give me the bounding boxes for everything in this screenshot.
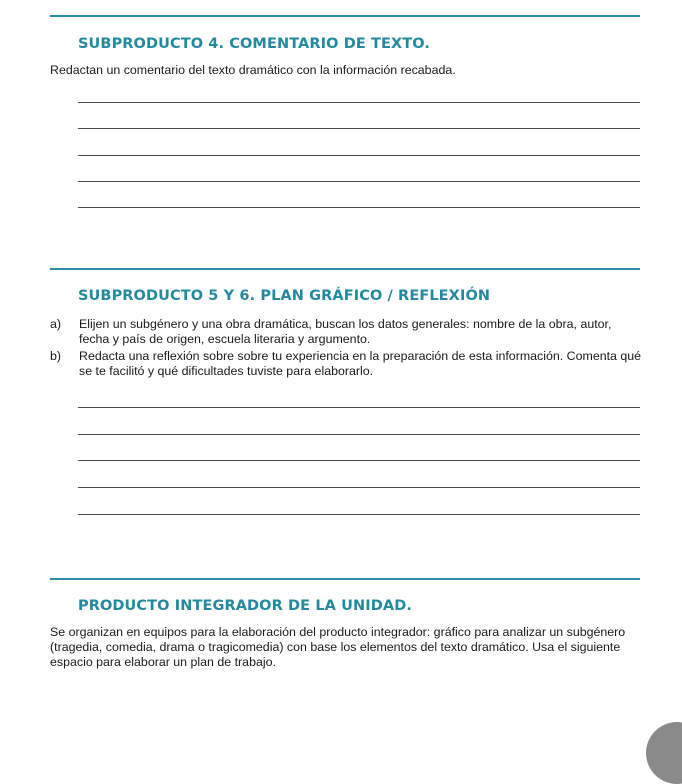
writing-line[interactable]: [78, 487, 640, 488]
section-divider-2: [50, 268, 640, 270]
list-item-b: [50, 349, 644, 379]
writing-line[interactable]: [78, 407, 640, 408]
section-title-producto-integrador: PRODUCTO INTEGRADOR DE LA UNIDAD.: [78, 598, 412, 614]
section-1-instruction: Redactan un comentario del texto dramático con la información recabada.: [50, 63, 456, 77]
list-item-a: [50, 317, 644, 347]
writing-line[interactable]: [78, 102, 640, 103]
page-corner-circle: [646, 722, 682, 784]
list-item-text: Elijen un subgénero y una obra dramática, buscan los datos generales: nombre de la obra, autor, fecha y país de origen, escuela literaria y argumento.: [79, 317, 612, 346]
section-3-instruction: Se organizan en equipos para la elaboración del producto integrador: gráfico para analizar un subgénero (tragedia, comedia, drama o tragicomedia) con base los elementos del texto dramático. Usa el siguiente espacio para elaborar un plan de trabajo.: [50, 625, 626, 669]
writing-line[interactable]: [78, 155, 640, 156]
writing-line[interactable]: [78, 460, 640, 461]
section-title-subproducto-5-6: SUBPRODUCTO 5 Y 6. PLAN GRÁFICO / REFLEXIÓN: [78, 288, 491, 304]
list-marker: a): [50, 317, 62, 331]
writing-line[interactable]: [78, 207, 640, 208]
section-divider-1: [50, 15, 640, 17]
list-item-text: Redacta una reflexión sobre sobre tu experiencia en la preparación de esta información. Comenta qué se te facilitó y qué dificultades tuviste para elaborarlo.: [79, 349, 642, 378]
section-title-subproducto-4: SUBPRODUCTO 4. COMENTARIO DE TEXTO.: [78, 36, 430, 52]
list-marker: b): [50, 349, 62, 363]
writing-line[interactable]: [78, 128, 640, 129]
writing-line[interactable]: [78, 434, 640, 435]
section-divider-3: [50, 578, 640, 580]
writing-line[interactable]: [78, 181, 640, 182]
writing-line[interactable]: [78, 514, 640, 515]
